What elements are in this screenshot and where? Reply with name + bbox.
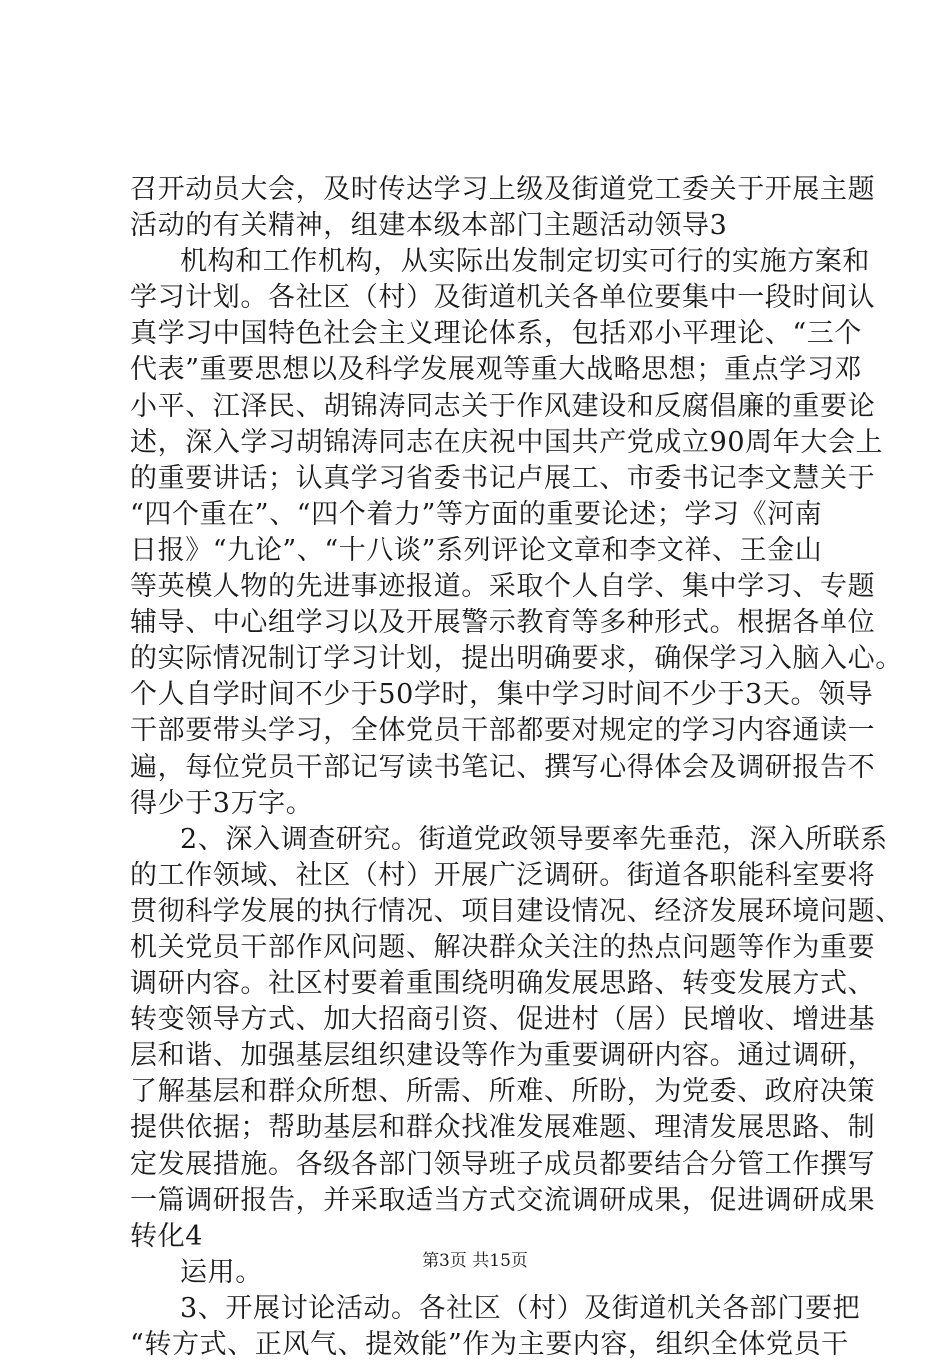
text-line: 召开动员大会，及时传达学习上级及街道党工委关于开展主题 [130, 174, 876, 205]
text-line: 述，深入学习胡锦涛同志在庆祝中国共产党成立90周年大会上 [130, 426, 884, 458]
text-line: 3、开展讨论活动。各社区（村）及街道机关各部门要把 [180, 1292, 861, 1324]
text-line: 的工作领域、社区（村）开展广泛调研。街道各职能科室要将 [130, 859, 876, 891]
text-line: 代表”重要思想以及科学发展观等重大战略思想；重点学习邓 [130, 354, 863, 386]
text-line: 了解基层和群众所想、所需、所难、所盼，为党委、政府决策 [130, 1076, 876, 1108]
text-line: 活动的有关精神，组建本级本部门主题活动领导3 [130, 210, 728, 242]
document-body [130, 172, 903, 1363]
text-line: 层和谐、加强基层组织建设等作为重要调研内容。通过调研， [130, 1040, 876, 1072]
text-line: 贯彻科学发展的执行情况、项目建设情况、经济发展环境问题、 [130, 895, 903, 927]
text-line: 提供依据；帮助基层和群众找准发展难题、理清发展思路、制 [130, 1112, 876, 1144]
text-line: 2、深入调查研究。街道党政领导要率先垂范，深入所联系 [180, 823, 888, 855]
text-line: 定发展措施。各级各部门领导班子成员都要结合分管工作撰写 [130, 1148, 876, 1180]
text-line: “四个重在”、“四个着力”等方面的重要论述；学习《河南 [130, 498, 823, 530]
text-line: 机构和工作机构，从实际出发制定切实可行的实施方案和 [180, 246, 870, 278]
text-line: 辅导、中心组学习以及开展警示教育等多种形式。根据各单位 [130, 607, 876, 639]
text-line: 一篇调研报告，并采取适当方式交流调研成果，促进调研成果 [130, 1184, 876, 1216]
text-line: 等英模人物的先进事迹报道。采取个人自学、集中学习、专题 [130, 571, 876, 603]
text-line: 转化4 [130, 1220, 203, 1252]
text-line: 真学习中国特色社会主义理论体系，包括邓小平理论、“三个 [130, 318, 863, 350]
text-line: 运用。 [180, 1256, 263, 1288]
text-line: 小平、江泽民、胡锦涛同志关于作风建设和反腐倡廉的重要论 [130, 390, 876, 422]
text-line: 的重要讲话；认真学习省委书记卢展工、市委书记李文慧关于 [130, 462, 876, 494]
text-line: 遍，每位党员干部记写读书笔记、撰写心得体会及调研报告不 [130, 751, 876, 783]
text-line: 调研内容。社区村要着重围绕明确发展思路、转变发展方式、 [130, 968, 876, 1000]
text-line: 得少于3万字。 [130, 787, 314, 819]
text-line: “转方式、正风气、提效能”作为主要内容，组织全体党员干 [130, 1329, 849, 1360]
text-line: 转变领导方式、加大招商引资、促进村（居）民增收、增进基 [130, 1004, 876, 1036]
text-line: 个人自学时间不少于50学时，集中学习时间不少于3天。领导 [130, 679, 874, 711]
text-line: 学习计划。各社区（村）及街道机关各单位要集中一段时间认 [130, 282, 876, 314]
text-line: 干部要带头学习，全体党员干部都要对规定的学习内容通读一 [130, 715, 876, 747]
text-line: 的实际情况制订学习计划，提出明确要求，确保学习入脑入心。 [130, 643, 903, 675]
text-line: 机关党员干部作风问题、解决群众关注的热点问题等作为重要 [130, 931, 876, 963]
page-footer: 第3页 共15页 [422, 1251, 528, 1271]
text-line: 日报》“九论”、“十八谈”系列评论文章和李文祥、王金山 [130, 534, 823, 566]
